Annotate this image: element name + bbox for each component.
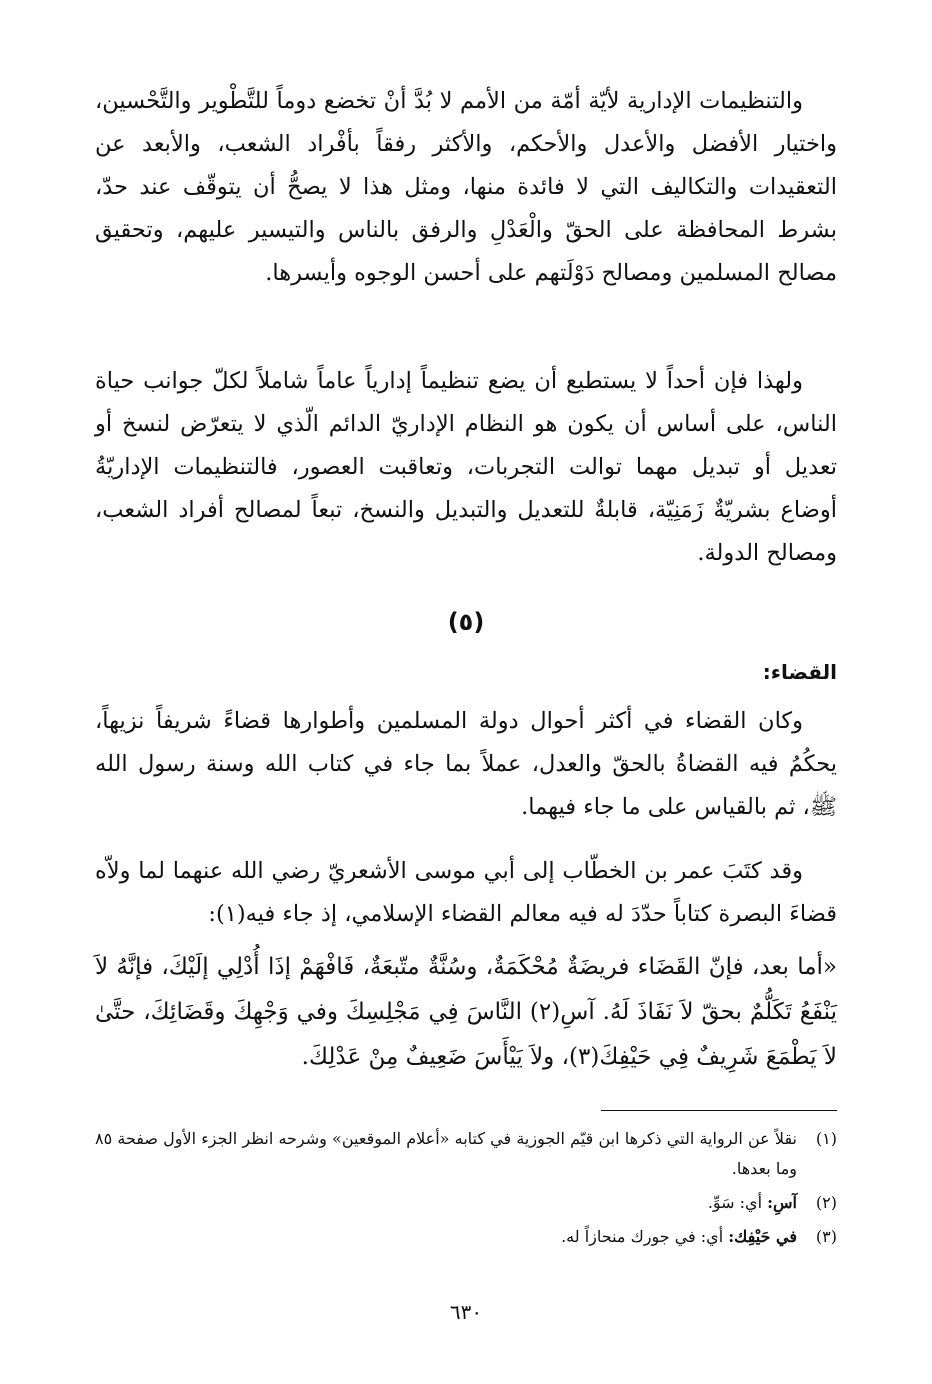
- footnote-body: أي: في جورك منحازاً له.: [561, 1227, 729, 1246]
- footnote-number: (٢): [815, 1193, 837, 1212]
- footnote-number: (١): [815, 1129, 837, 1148]
- paragraph-1: [95, 80, 837, 295]
- quote-text: «أما بعد، فإنّ القَضَاء فريضَةٌ مُحْكَمَةٌ، وسُنَّةٌ متّبعَةٌ، فَافْهَمْ إذَا أُدْلِي إلَيْكَ، فإنَّهُ لاَ يَنْفَعُ تَكَلُّمٌ بحقّ لاَ نَفَاذَ لَهُ. آسِ(٢) النَّاسَ فِي مَجْلِسِكَ وفي وَجْهِكَ وقَضَائِكَ، حتَّىٰ لاَ يَطْمَعَ شَرِيفٌ فِي حَيْفِكَ(٣)، ولاَ يَيْأَسَ ضَعِيفٌ مِنْ عَدْلِكَ.: [95, 954, 837, 1070]
- paragraph-4: [95, 850, 837, 936]
- paragraph-text: وقد كتَبَ عمر بن الخطّاب إلى أبي موسى الأشعريّ رضي الله عنهما لما ولاّه قضاءَ البصرة كتاباً حدّدَ له فيه معالم القضاء الإسلامي، إذ جاء فيه(١):: [95, 858, 837, 927]
- footnote-body: أي: سَوِّ.: [707, 1193, 768, 1212]
- footnote-body: نقلاً عن الرواية التي ذكرها ابن قيّم الجوزية في كتابه «أعلام الموقعين» وشرحه انظر الجزء الأول صفحة ٨٥ وما بعدها.: [95, 1129, 798, 1178]
- footnote-text: [95, 1188, 797, 1218]
- paragraph-text: وكان القضاء في أكثر أحوال دولة المسلمين وأطوارها قضاءً شريفاً نزيهاً، يحكُمُ فيه القضاةُ بالحقّ والعدل، عملاً بما جاء في كتاب الله وسنة رسول الله ﷺ، ثم بالقياس على ما جاء فيهما.: [95, 708, 837, 820]
- page-number: ٦٣٠: [449, 1300, 483, 1324]
- footnotes: [95, 1124, 837, 1252]
- section-number: (٥): [447, 608, 485, 636]
- footnote-number: (٣): [815, 1227, 837, 1246]
- footnote-keyword: في حَيْفِك:: [728, 1227, 797, 1246]
- footnote-text: [95, 1124, 797, 1184]
- paragraph-2: [95, 360, 837, 575]
- footnote-2: [95, 1188, 837, 1218]
- footnote-divider: [601, 1110, 837, 1111]
- footnote-keyword: آسِ:: [767, 1193, 797, 1212]
- paragraph-text: والتنظيمات الإدارية لأيّة أمّة من الأمم لا بُدَّ أنْ تخضع دوماً للتَّطْوير والتَّحْسين، واختيار الأفضل والأعدل والأحكم، والأكثر رفقاً بأفْراد الشعب، والأبعد عن التعقيدات والتكاليف التي لا فائدة منها، ومثل هذا لا يصحُّ أن يتوقّف عند حدّ، بشرط المحافظة على الحقّ والْعَدْلِ والرفق بالناس والتيسير عليهم، وتحقيق مصالح المسلمين ومصالح دَوْلَتهم على أحسن الوجوه وأيسرها.: [95, 88, 837, 286]
- paragraph-3: [95, 700, 837, 829]
- footnote-1: [95, 1124, 837, 1184]
- footnote-3: [95, 1222, 837, 1252]
- paragraph-text: ولهذا فإن أحداً لا يستطيع أن يضع تنظيماً إدارياً عاماً شاملاً لكلّ جوانب حياة الناس، على أساس أن يكون هو النظام الإداريّ الدائم الّذي لا يتعرّض لنسخ أو تعديل أو تبديل مهما توالت التجربات، وتعاقبت العصور، فالتنظيمات الإداريّةُ أوضاع بشريّةٌ زَمَنِيّة، قابلةٌ للتعديل والتبديل والنسخ، تبعاً لمصالح أفراد الشعب، ومصالح الدولة.: [95, 368, 837, 566]
- quoted-letter: [95, 945, 837, 1080]
- section-title: القضاء:: [762, 660, 837, 684]
- footnote-text: [95, 1222, 797, 1252]
